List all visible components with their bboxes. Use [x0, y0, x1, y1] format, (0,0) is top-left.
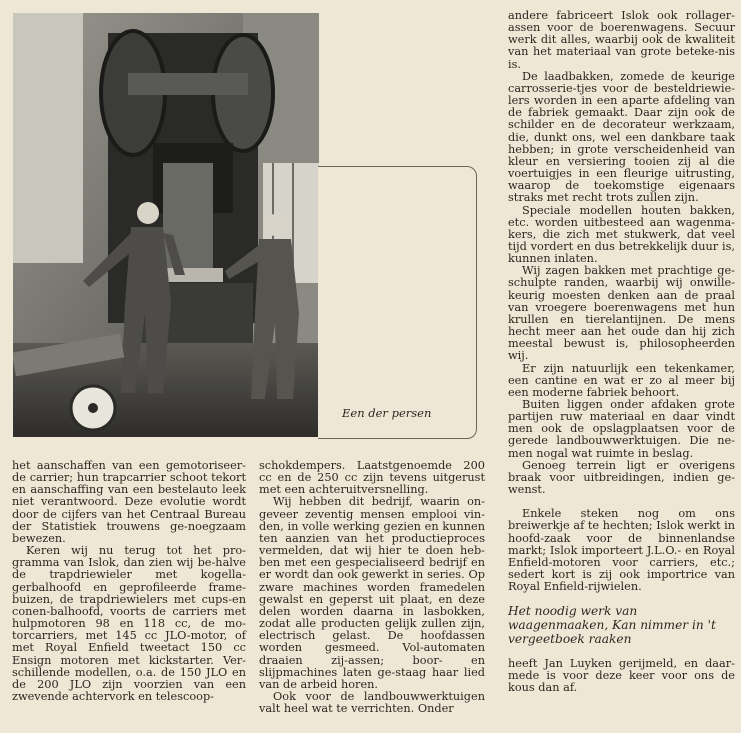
paragraph: schokdempers. Laatstgenoemde 200 cc en de 250 cc zijn tevens uitgerust met een achteruitversnelling. — [259, 459, 485, 497]
paragraph: Er zijn natuurlijk een tekenkamer, een cantine en wat er zo al meer bij een moderne fabriek behoort. — [508, 361, 735, 399]
paragraph: De laadbakken, zomede de keurige carrosserie-tjes voor de besteldriewie-lers worden in een aparte afdeling van de fabriek gemaakt. Daar zijn ook de schilder en de decorateur werkzaam, die, dunkt ons, wel een dankbare taak hebben; in grote verscheidenheid van kleur en versiering tooien zij al die voertuigjes in een fleurige uitrusting, waarop de toekomstige eigenaars straks met recht trots zullen zijn. — [508, 69, 735, 205]
paragraph: Keren wij nu terug tot het pro-gramma van Islok, dan zien wij be-halve de trapdriewieler met kogella-gerbalhoofd en geprofileerde frame-buizen, de trapdriewielers met cups-en conen-balhoofd, voorts de carriers met hulpmotoren 98 en 118 cc, de mo-torcarriers, met 145 cc JLO-motor, of met Royal Enfield tweetact 150 cc Ensign motoren met kickstarter. Ver-schillende modellen, o.a. de 150 JLO en de 200 JLO zijn voorzien van een zwevende achtervork en telescoop- — [12, 544, 246, 703]
caption-frame — [318, 166, 477, 439]
paragraph: Wij zagen bakken met prachtige ge-schulpte randen, waarbij wij onwille-keurig moesten denken aan de praal van vroegere boerenwagens met hun krullen en tierelantijnen. De mens hecht meer aan het oude dan hij zich meestal bewust is, philosopheerden wij. — [508, 264, 735, 363]
paragraph: het aanschaffen van een gemotoriseer-de carrier; hun trapcarrier schoot tekort en aanschaffing van een bestelauto leek niet verantwoord. Deze evolutie wordt door de cijfers van het Centraal Bureau der Statistiek trouwens ge-noegzaam bewezen. — [12, 459, 246, 545]
paragraph: Speciale modellen houten bakken, etc. worden uitbesteed aan wagenma-kers, die zich met stukwerk, dat veel tijd vordert en dus betrekkelijk duur is, kunnen inlaten. — [508, 203, 735, 266]
right-column — [508, 10, 735, 695]
middle-column — [259, 460, 485, 715]
photo-caption: Een der persen — [342, 406, 432, 420]
paragraph: heeft Jan Luyken gerijmeld, en daar-mede is voor deze keer voor ons de kous dan af. — [508, 657, 735, 695]
paragraph: Wij hebben dit bedrijf, waarin on-geveer zeventig mensen emplooi vin-den, in volle werking gezien en kunnen ten aanzien van het productieproces vermelden, dat wij hier te doen heb-ben met een gespecialiseerd bedrijf en er wordt dan ook gewerkt in series. Op zware machines worden framedelen gewalst en geperst uit plaat, en deze delen worden daarna in lasbokken, zodat alle producten gelijk zullen zijn, electrisch gelast. De hoofdassen worden gesmeed. Vol-automaten draaien zij-assen; boor- en slijpmachines laten ge-staag haar lied van de arbeid horen. — [259, 495, 485, 691]
left-column — [12, 460, 246, 703]
press-photo — [13, 13, 319, 437]
paragraph: andere fabriceert Islok ook rollager-assen voor de boerenwagens. Secuur werk dit alles, waarbij ook de kwaliteit van het materiaal van grote beteke-nis is. — [508, 9, 735, 71]
paragraph: Ook voor de landbouwwerktuigen valt heel wat te verrichten. Onder — [259, 689, 485, 716]
paragraph: Enkele steken nog om ons breiwerkje af te hechten; Islok werkt in hoofd-zaak voor de binnenlandse markt; Islok importeert J.L.O.- en Royal Enfield-motoren voor carriers, etc.; sedert kort is zij ook importrice van Royal Enfield-rijwielen. — [508, 507, 735, 594]
paragraph: Genoeg terrein ligt er overigens braak voor uitbreidingen, indien ge-wenst. — [508, 458, 735, 497]
paragraph: Buiten liggen onder afdaken grote partijen ruw materiaal en daar vindt men ook de opslagplaatsen voor de gerede landbouwwerktuigen. Die ne-men nogal wat ruimte in beslag. — [508, 398, 735, 460]
quote: Het noodig werk van waagenmaaken, Kan nimmer in 't vergeetboek raaken — [508, 604, 716, 646]
press-photo-illustration — [13, 13, 319, 437]
